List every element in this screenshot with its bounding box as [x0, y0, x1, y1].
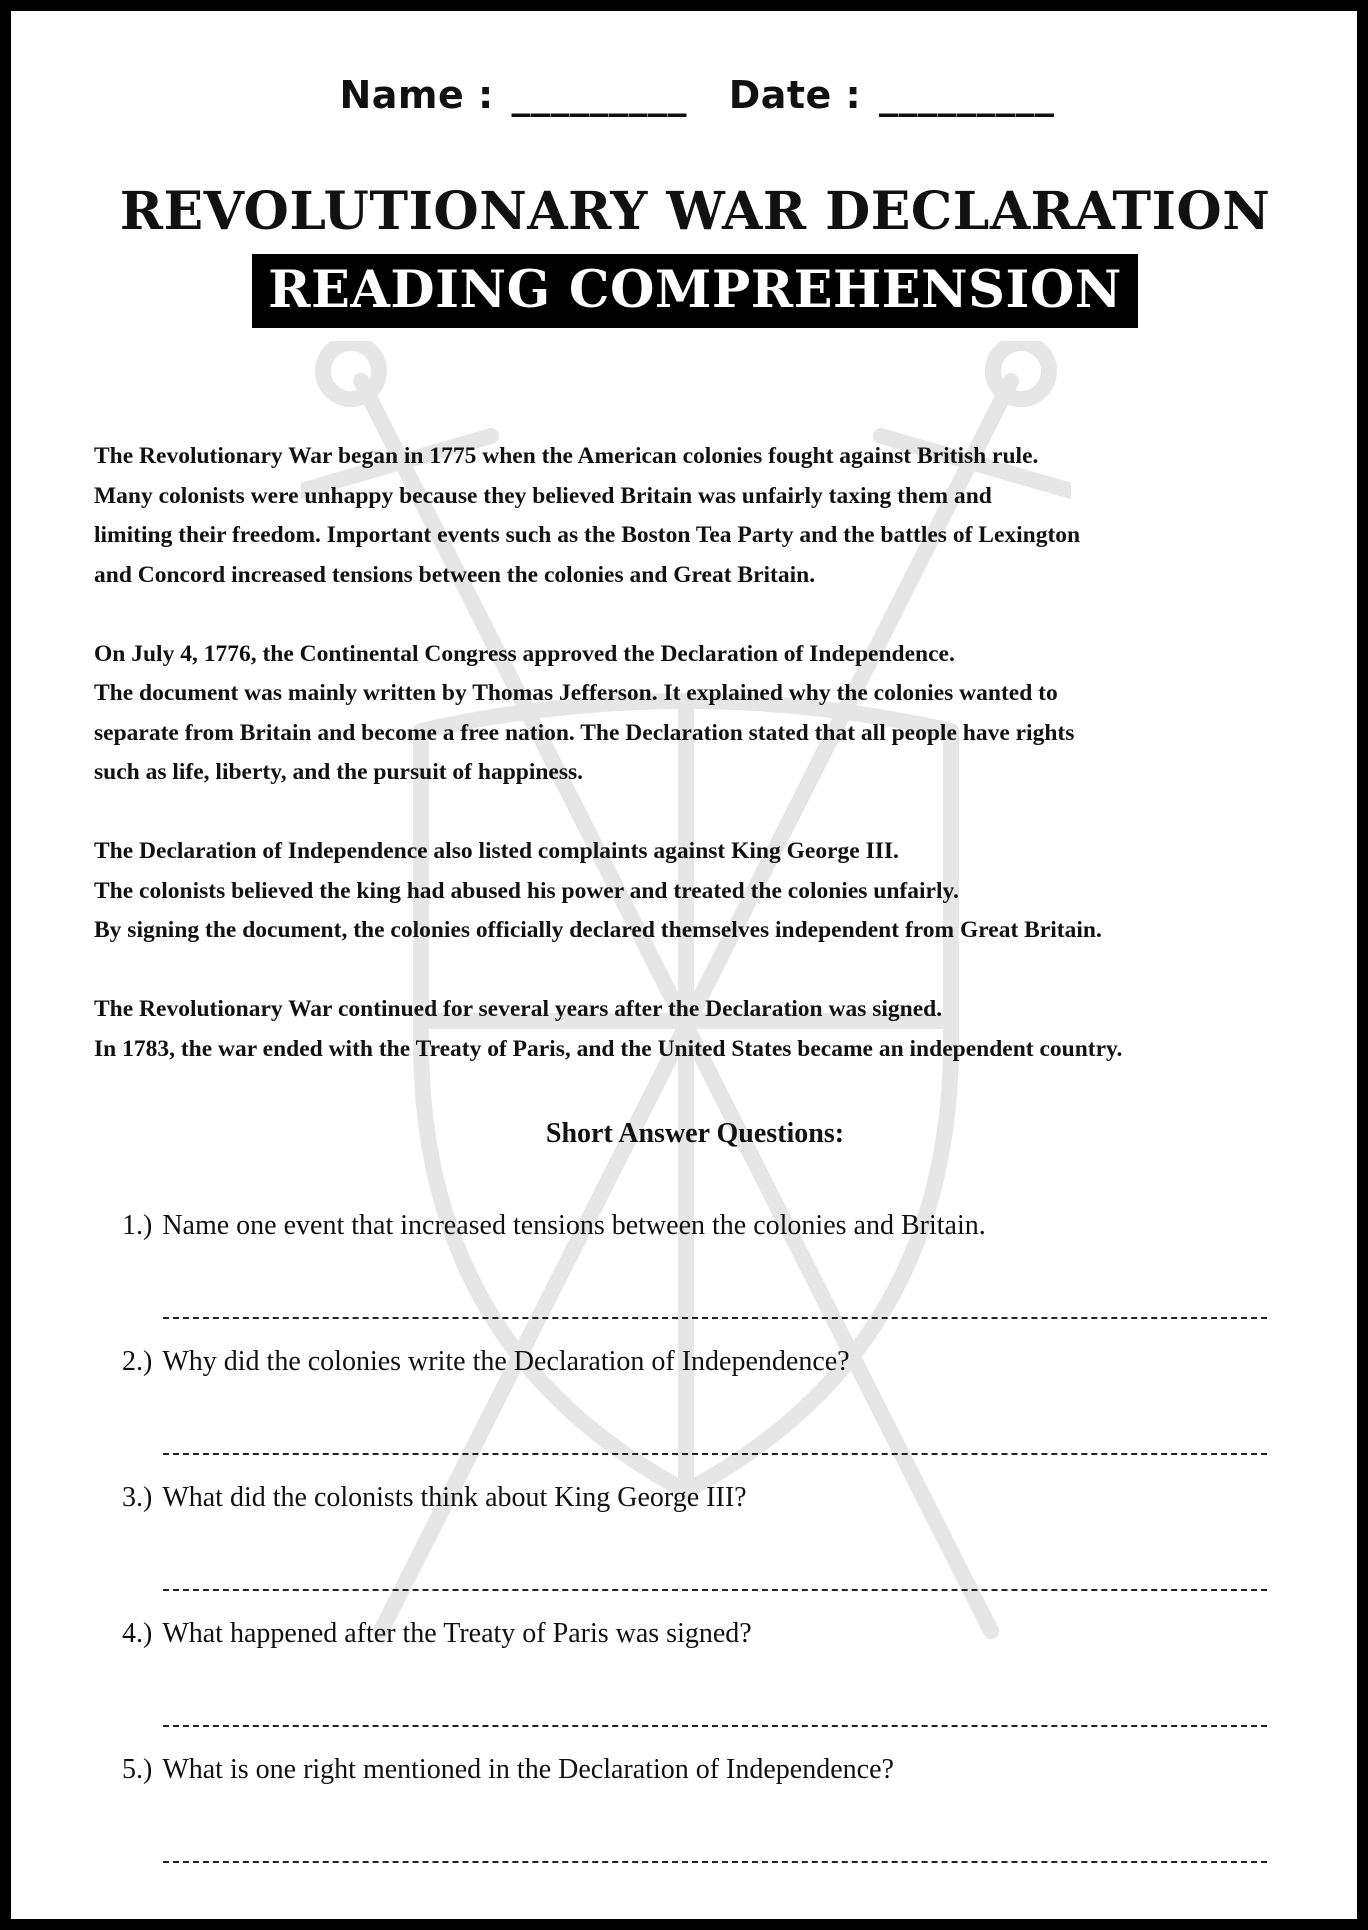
passage-line: By signing the document, the colonies officially declared themselves independent from Great Britain. [94, 917, 1102, 943]
passage-line: The Revolutionary War continued for several years after the Declaration was signed. [94, 996, 943, 1022]
question-text: What happened after the Treaty of Paris was signed? [162, 1618, 752, 1649]
answer-line[interactable] [163, 1317, 1267, 1319]
name-blank[interactable]: _________ [511, 73, 687, 117]
worksheet-subtitle: READING COMPREHENSION [252, 254, 1138, 328]
question-number: 2.) [122, 1346, 153, 1377]
answer-line[interactable] [163, 1589, 1267, 1591]
answer-line[interactable] [163, 1453, 1267, 1455]
passage-line: Many colonists were unhappy because they believed Britain was unfairly taxing them and [94, 482, 992, 509]
questions-heading: Short Answer Questions: [545, 1118, 845, 1149]
question-text: Name one event that increased tensions between the colonies and Britain. [162, 1210, 986, 1241]
passage-line: and Concord increased tensions between the colonies and Great Britain. [94, 561, 816, 588]
question-item [122, 1346, 1272, 1378]
question-item [122, 1618, 1272, 1650]
question-number: 1.) [122, 1210, 153, 1241]
passage-line: The Declaration of Independence also listed complaints against King George III. [94, 838, 899, 864]
date-blank[interactable]: _________ [879, 73, 1055, 117]
subtitle-banner [11, 254, 1368, 328]
question-text: What did the colonists think about King George III? [162, 1482, 747, 1513]
question-number: 5.) [122, 1754, 153, 1785]
passage-line: In 1783, the war ended with the Treaty of Paris, and the United States became an independent country. [94, 1035, 1123, 1062]
passage-line: The colonists believed the king had abused his power and treated the colonies unfairly. [94, 877, 959, 904]
passage-line: limiting their freedom. Important events such as the Boston Tea Party and the battles of Lexington [94, 522, 1081, 548]
question-item [122, 1210, 1272, 1242]
question-item [122, 1482, 1272, 1514]
question-number: 4.) [122, 1618, 153, 1649]
name-date-line [11, 73, 1368, 117]
passage-paragraph [94, 437, 1314, 595]
passage-line: such as life, liberty, and the pursuit of happiness. [94, 759, 584, 785]
question-item [122, 1754, 1272, 1786]
question-text: Why did the colonies write the Declaration of Independence? [162, 1346, 850, 1377]
worksheet-title: REVOLUTIONARY WAR DECLARATION [119, 181, 1271, 242]
question-number: 3.) [122, 1482, 153, 1513]
passage-paragraph [94, 990, 1314, 1069]
passage-paragraph [94, 832, 1314, 951]
date-label: Date : [728, 73, 862, 117]
question-text: What is one right mentioned in the Declaration of Independence? [162, 1754, 894, 1785]
answer-line[interactable] [163, 1861, 1267, 1863]
reading-passage [94, 437, 1314, 1109]
passage-line: On July 4, 1776, the Continental Congress approved the Declaration of Independence. [94, 640, 955, 667]
name-label: Name : [339, 73, 494, 117]
passage-line: The document was mainly written by Thomas Jefferson. It explained why the colonies wanted to [94, 680, 1058, 706]
answer-line[interactable] [163, 1725, 1267, 1727]
passage-line: The Revolutionary War began in 1775 when the American colonies fought against British rule. [94, 443, 1039, 469]
passage-paragraph [94, 635, 1314, 793]
passage-line: separate from Britain and become a free nation. The Declaration stated that all people have rights [94, 719, 1075, 746]
